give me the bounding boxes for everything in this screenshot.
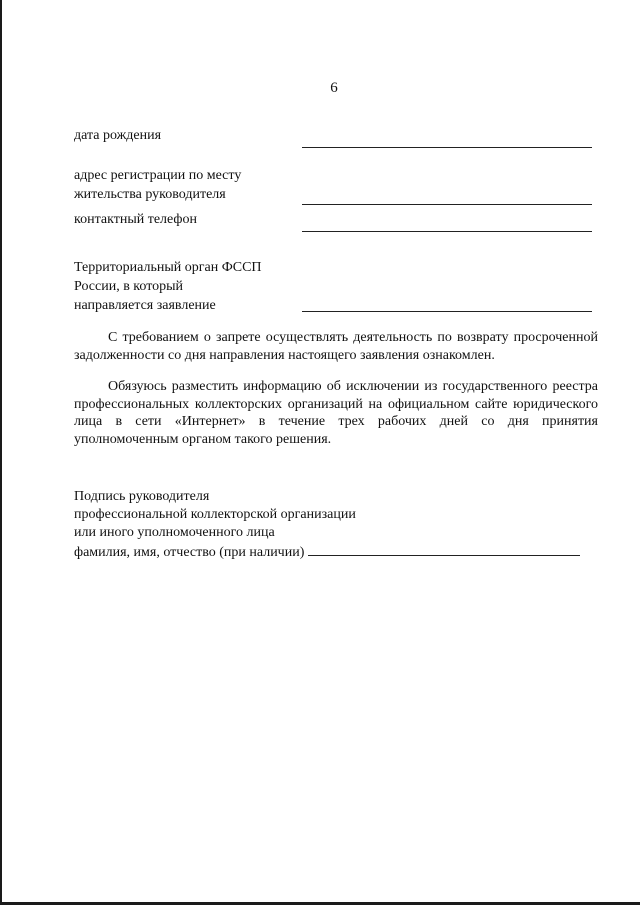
field-label-phone: контактный телефон bbox=[74, 212, 197, 227]
signature-line-2: профессиональной коллекторской организации bbox=[74, 507, 356, 522]
signature-line-3: или иного уполномоченного лица bbox=[74, 525, 275, 540]
signature-line-1: Подпись руководителя bbox=[74, 489, 210, 504]
field-label-registration-address: адрес регистрации по месту жительства руководителя bbox=[74, 168, 242, 202]
signature-fio-row bbox=[74, 541, 594, 562]
page-edge-left bbox=[0, 0, 2, 905]
field-line-territorial-body bbox=[302, 311, 592, 312]
field-line-phone bbox=[302, 231, 592, 232]
field-label-birth-date: дата рождения bbox=[74, 128, 162, 143]
field-label-territorial-body: Территориальный орган ФССП России, в который направляется заявление bbox=[74, 260, 262, 313]
paragraph-obligation: Обязуюсь разместить информацию об исключении из государственного реестра профессиональных коллекторских организаций на официальном сайте юридического лица в сети «Интернет» в течение трех рабочих дней со дня принятия уполномоченным органом такого решения. bbox=[74, 379, 598, 447]
signature-line-4: фамилия, имя, отчество (при наличии) bbox=[74, 545, 305, 560]
signature-fio-blank bbox=[308, 541, 580, 556]
field-line-registration-address bbox=[302, 204, 592, 205]
paragraph-acknowledgement: С требованием о запрете осуществлять деятельность по возврату просроченной задолженности со дня направления настоящего заявления ознакомлен. bbox=[74, 330, 598, 363]
page-number: 6 bbox=[330, 80, 338, 96]
field-line-birth-date bbox=[302, 147, 592, 148]
